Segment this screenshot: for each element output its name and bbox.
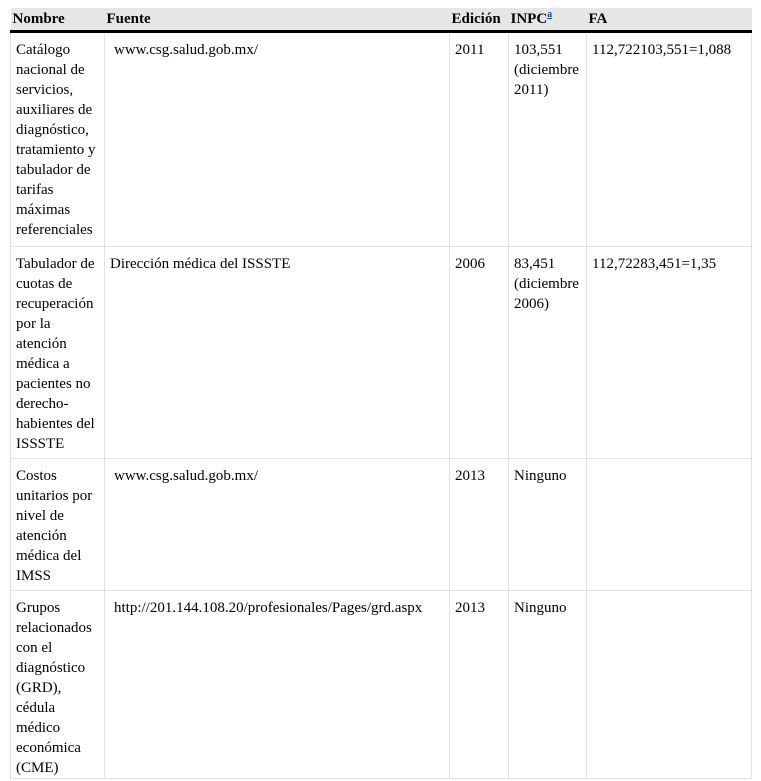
header-row bbox=[11, 8, 752, 32]
table-row bbox=[11, 459, 752, 591]
table-row bbox=[11, 247, 752, 459]
header-inpc bbox=[509, 8, 587, 32]
table-row bbox=[11, 32, 752, 247]
cell-edicion: 2013 bbox=[450, 459, 509, 591]
cell-inpc: 103,551 (diciembre 2011) bbox=[509, 32, 587, 247]
header-fa: FA bbox=[587, 8, 752, 32]
cell-nombre: Grupos relacionados con el diagnóstico (GRD), cédula médico económica (CME) bbox=[11, 591, 105, 779]
cell-fa: 112,72283,451=1,35 bbox=[587, 247, 752, 459]
cell-nombre: Tabulador de cuotas de recuperación por la atención médica a pacientes no derecho-habientes del ISSSTE bbox=[11, 247, 105, 459]
header-nombre: Nombre bbox=[11, 8, 105, 32]
table-row bbox=[11, 591, 752, 779]
cell-inpc: Ninguno bbox=[509, 591, 587, 779]
header-fuente: Fuente bbox=[105, 8, 450, 32]
cell-fuente: http://201.144.108.20/profesionales/Pages/grd.aspx bbox=[105, 591, 450, 779]
cell-nombre: Catálogo nacional de servicios, auxiliares de diagnóstico, tratamiento y tabulador de tarifas máximas referenciales bbox=[11, 32, 105, 247]
header-inpc-label: INPC bbox=[510, 11, 548, 27]
cell-nombre: Costos unitarios por nivel de atención médica del IMSS bbox=[11, 459, 105, 591]
cell-fa bbox=[587, 591, 752, 779]
cell-fa bbox=[587, 459, 752, 591]
cell-inpc: 83,451 (diciembre 2006) bbox=[509, 247, 587, 459]
cell-fuente: www.csg.salud.gob.mx/ bbox=[105, 32, 450, 247]
cell-inpc: Ninguno bbox=[509, 459, 587, 591]
cell-fuente: www.csg.salud.gob.mx/ bbox=[105, 459, 450, 591]
cell-edicion: 2011 bbox=[450, 32, 509, 247]
cell-edicion: 2006 bbox=[450, 247, 509, 459]
header-edicion: Edición bbox=[450, 8, 509, 32]
cell-edicion: 2013 bbox=[450, 591, 509, 779]
cell-fa: 112,722103,551=1,088 bbox=[587, 32, 752, 247]
data-table bbox=[10, 8, 752, 779]
cell-fuente: Dirección médica del ISSSTE bbox=[105, 247, 450, 459]
footnote-link[interactable]: a bbox=[547, 9, 553, 20]
